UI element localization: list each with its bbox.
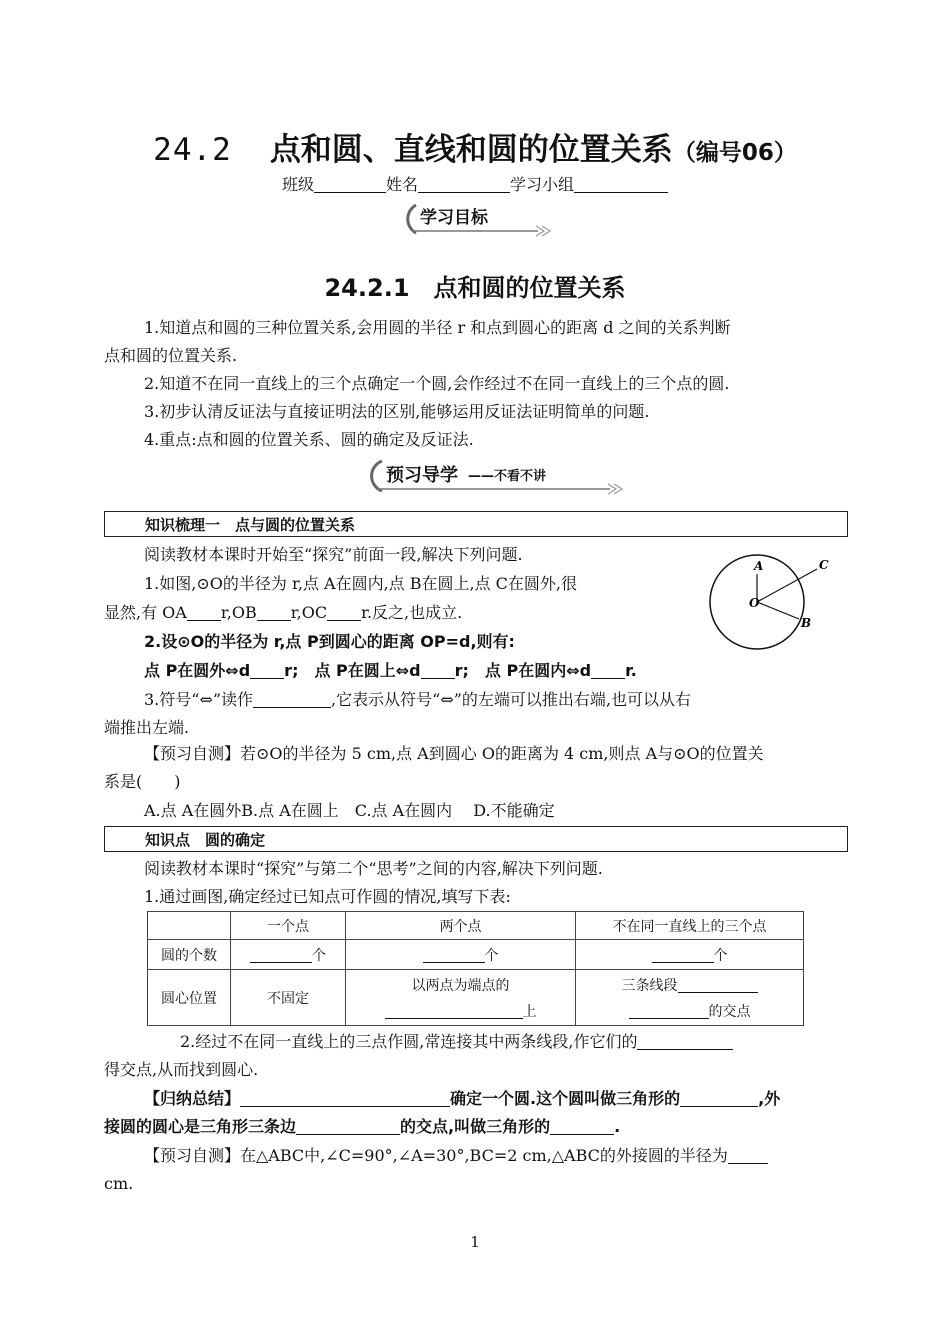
center-blank	[385, 1002, 523, 1019]
table-header-cell: 不在同一直线上的三个点	[576, 912, 804, 940]
page-title	[0, 124, 950, 169]
summary-blank-4	[550, 1118, 614, 1135]
table-cell	[576, 970, 804, 1026]
segment-oc	[757, 569, 817, 602]
text: 【归纳总结】	[144, 1089, 241, 1108]
text: 个	[484, 947, 499, 964]
table-header-cell	[148, 912, 231, 940]
part2-test-line2: cm.	[104, 1174, 134, 1193]
text: r; 点 P在圆内⇔d	[454, 661, 592, 680]
section-box-2: 知识点 圆的确定	[104, 826, 848, 852]
title-main: 点和圆、直线和圆的位置关系	[269, 132, 673, 168]
goal-4: 4.重点:点和圆的位置关系、圆的确定及反证法.	[144, 430, 474, 449]
text: ,外	[758, 1089, 781, 1108]
bisector-blank	[637, 1033, 733, 1050]
table-row-label: 圆心位置	[148, 970, 231, 1026]
text: r,OB	[220, 603, 257, 622]
text: 点 P在圆外⇔d	[144, 661, 251, 680]
summary-line1	[144, 1085, 780, 1113]
name-label: 姓名	[385, 175, 418, 194]
preview-banner-text: 预习导学	[386, 465, 458, 486]
table-row	[148, 940, 804, 970]
name-blank	[418, 176, 510, 193]
label-o: O	[749, 596, 760, 610]
part2-q2-line2: 得交点,从而找到圆心.	[104, 1060, 259, 1079]
text: r.	[625, 661, 637, 680]
center-blank	[629, 1002, 709, 1019]
table-row	[148, 970, 804, 1026]
inside-blank	[591, 662, 625, 679]
table-cell: 不固定	[231, 970, 346, 1026]
text: r; 点 P在圆上⇔d	[284, 661, 421, 680]
text: 个	[312, 947, 326, 964]
summary-blank-1	[240, 1090, 450, 1107]
group-blank	[574, 176, 668, 193]
summary-line2	[104, 1113, 620, 1141]
label-a: A	[754, 559, 764, 573]
title-code: （编号06）	[672, 140, 797, 166]
class-blank	[314, 176, 386, 193]
table-header-cell: 两个点	[346, 912, 576, 940]
part1-q3-line2: 端推出左端.	[104, 718, 190, 737]
preview-banner	[366, 455, 626, 497]
text: 个	[713, 947, 728, 964]
section-box-1: 知识梳理一 点与圆的位置关系	[104, 511, 848, 537]
goals-banner	[398, 199, 554, 239]
text: 的交点	[708, 1003, 751, 1020]
part1-q2-line2	[144, 657, 637, 685]
text: ,它表示从符号“⇔”的左端可以推出右端,也可以从右	[331, 690, 691, 709]
text: r.反之,也成立.	[361, 603, 463, 622]
part2-test-line1	[144, 1142, 768, 1170]
text: 接圆的圆心是三角形三条边	[104, 1117, 297, 1136]
part1-intro: 阅读教材本课时开始至“探究”前面一段,解决下列问题.	[144, 545, 523, 564]
table-header-row	[148, 912, 804, 940]
text: 显然,有 OA	[104, 603, 187, 622]
text: 的交点,叫做三角形的	[400, 1117, 551, 1136]
section-title: 24.2.1 点和圆的位置关系	[324, 274, 626, 302]
goal-3: 3.初步认清反证法与直接证明法的区别,能够运用反证法证明简单的问题.	[144, 402, 650, 421]
part1-options: A.点 A在圆外B.点 A在圆上 C.点 A在圆内 D.不能确定	[144, 801, 555, 820]
cell-line	[346, 1001, 575, 1021]
table-cell	[346, 970, 576, 1026]
ob-blank	[257, 604, 291, 621]
text: 2.经过不在同一直线上的三点作圆,常连接其中两条线段,作它们的	[180, 1032, 638, 1051]
text: 3.符号“⇔”读作	[144, 690, 254, 709]
goal-1-cont: 点和圆的位置关系.	[104, 346, 238, 365]
segment-ob	[757, 602, 799, 619]
text: 上	[522, 1003, 537, 1020]
part1-q2-line1: 2.设⊙O的半径为 r,点 P到圆心的距离 OP=d,则有:	[144, 632, 515, 651]
part1-q1-line1: 1.如图,⊙O的半径为 r,点 A在圆内,点 B在圆上,点 C在圆外,很	[144, 574, 578, 593]
oa-blank	[187, 604, 221, 621]
symbol-read-blank	[253, 691, 331, 708]
cell-line	[576, 1001, 803, 1021]
goal-2: 2.知道不在同一直线上的三个点确定一个圆,会作经过不在同一直线上的三个点的圆.	[144, 374, 730, 393]
label-c: C	[819, 558, 829, 572]
table-header-cell: 一个点	[231, 912, 346, 940]
table-cell	[231, 940, 346, 970]
label-b: B	[801, 616, 812, 630]
text: r,OC	[290, 603, 328, 622]
title-number: 24.2	[153, 132, 232, 168]
part1-q3-line1	[144, 686, 691, 714]
count-blank	[250, 946, 312, 963]
radius-blank	[728, 1147, 768, 1164]
goals-banner-text: 学习目标	[420, 208, 488, 228]
class-info-line	[0, 172, 950, 195]
part1-test-line2: 系是( )	[104, 772, 181, 791]
on-blank	[421, 662, 455, 679]
goal-1: 1.知道点和圆的三种位置关系,会用圆的半径 r 和点到圆心的距离 d 之间的关系判断	[144, 318, 731, 337]
count-blank	[652, 946, 714, 963]
oc-blank	[327, 604, 361, 621]
class-label: 班级	[281, 175, 314, 194]
part1-q1-line2	[104, 599, 462, 627]
part2-q1: 1.通过画图,确定经过已知点可作圆的情况,填写下表:	[144, 887, 511, 906]
text: 三条线段	[621, 977, 678, 994]
outside-blank	[250, 662, 284, 679]
table-cell	[346, 940, 576, 970]
cell-line: 以两点为端点的	[411, 977, 510, 994]
circle-table	[147, 911, 804, 1026]
count-blank	[423, 946, 485, 963]
part1-test-line1: 【预习自测】若⊙O的半径为 5 cm,点 A到圆心 O的距离为 4 cm,则点 A与⊙O的位置关	[144, 744, 764, 763]
text: .	[614, 1117, 621, 1136]
part2-q2-line1	[180, 1028, 733, 1056]
circle-figure	[705, 545, 845, 650]
group-label: 学习小组	[510, 175, 575, 194]
cell-line	[576, 975, 803, 995]
table-cell	[576, 940, 804, 970]
center-blank	[678, 976, 758, 993]
preview-banner-subtext: ——不看不讲	[468, 469, 547, 484]
summary-blank-3	[296, 1118, 400, 1135]
part2-intro: 阅读教材本课时“探究”与第二个“思考”之间的内容,解决下列问题.	[144, 859, 603, 878]
page-number: 1	[470, 1233, 480, 1251]
text: 确定一个圆.这个圆叫做三角形的	[450, 1089, 681, 1108]
text: 【预习自测】在△ABC中,∠C=90°,∠A=30°,BC=2 cm,△ABC的外接圆的半径为	[144, 1146, 728, 1165]
table-row-label: 圆的个数	[148, 940, 231, 970]
summary-blank-2	[680, 1090, 758, 1107]
